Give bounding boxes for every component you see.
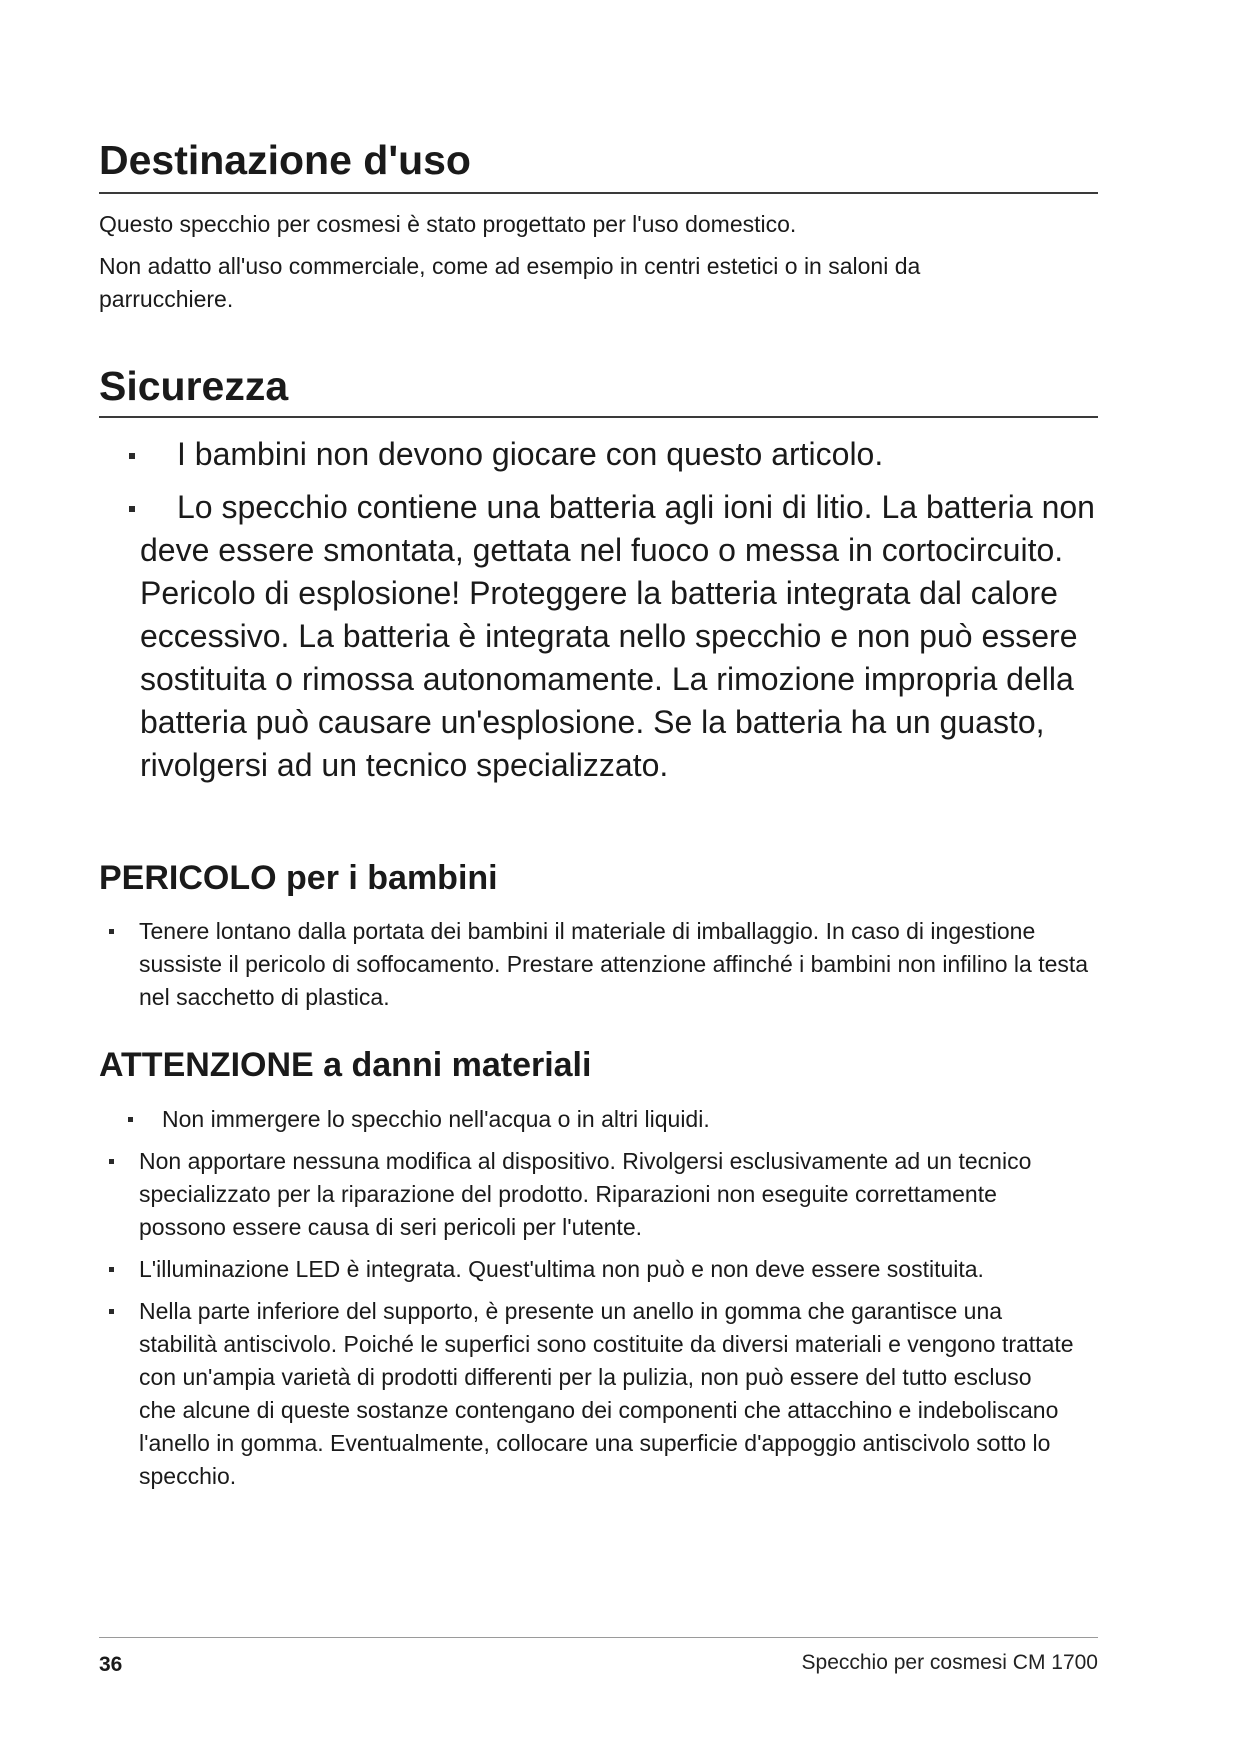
footer-product-title: Specchio per cosmesi CM 1700 xyxy=(801,1651,1098,1674)
heading-pericolo: PERICOLO per i bambini xyxy=(99,859,498,897)
document-page xyxy=(99,0,1099,1754)
bullet-marker xyxy=(129,453,135,459)
list-item: L'illuminazione LED è integrata. Quest'ultima non può e non deve essere sostituita. xyxy=(109,1253,1099,1286)
list-item: Non apportare nessuna modifica al dispositivo. Rivolgersi esclusivamente ad un tecnico specializzato per la riparazione del prodotto. Riparazioni non eseguite correttamente possono essere causa di seri pericoli per l'utente. xyxy=(109,1145,1079,1244)
bullet-marker xyxy=(109,929,114,934)
bullet-marker xyxy=(109,1159,114,1164)
list-item: Tenere lontano dalla portata dei bambini il materiale di imballaggio. In caso di ingestione sussiste il pericolo di soffocamento. Prestare attenzione affinché i bambini non infilino la testa nel sacchetto di plastica. xyxy=(109,915,1089,1014)
bullet-marker xyxy=(109,1309,114,1314)
list-item: I bambini non devono giocare con questo articolo. xyxy=(129,433,1089,476)
bullet-marker xyxy=(109,1267,114,1272)
list-item: Non immergere lo specchio nell'acqua o in altri liquidi. xyxy=(128,1103,1088,1136)
paragraph: Questo specchio per cosmesi è stato progettato per l'uso domestico. xyxy=(99,211,797,237)
list-item: Lo specchio contiene una batteria agli ioni di litio. La batteria non deve essere smontata, gettata nel fuoco o messa in cortocircuito. Pericolo di esplosione! Proteggere la batteria integrata dal calore eccessivo. La batteria è integrata nello specchio e non può essere sostituita o rimossa autonomamente. La rimozione impropria della batteria può causare un'esplosione. Se la batteria ha un guasto, rivolgersi ad un tecnico specializzato. xyxy=(140,486,1098,787)
heading-rule xyxy=(99,192,1098,194)
heading-destinazione: Destinazione d'uso xyxy=(99,137,471,183)
footer-rule xyxy=(99,1637,1098,1638)
page-number: 36 xyxy=(99,1653,123,1676)
bullet-marker xyxy=(129,506,135,512)
paragraph: Non adatto all'uso commerciale, come ad esempio in centri estetici o in saloni da parrucchiere. xyxy=(99,253,921,312)
heading-attenzione: ATTENZIONE a danni materiali xyxy=(99,1046,592,1084)
list-item: Nella parte inferiore del supporto, è presente un anello in gomma che garantisce una stabilità antiscivolo. Poiché le superfici sono costituite da diversi materiali e vengono trattate con un'ampia varietà di prodotti differenti per la pulizia, non può essere del tutto escluso che alcune di queste sostanze contengano dei componenti che attacchino e indeboliscano l'anello in gomma. Eventualmente, collocare una superficie d'appoggio antiscivolo sotto lo specchio. xyxy=(109,1295,1074,1493)
heading-rule xyxy=(99,416,1098,418)
bullet-marker xyxy=(128,1117,133,1122)
heading-sicurezza: Sicurezza xyxy=(99,363,289,409)
